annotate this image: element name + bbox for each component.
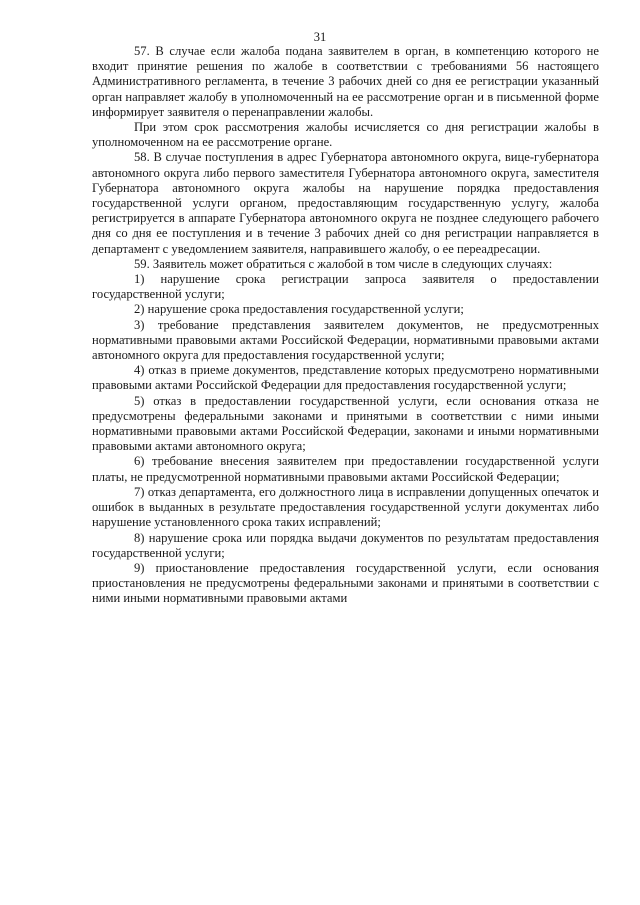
paragraph-57: 57. В случае если жалоба подана заявителем в орган, в компетенцию которого не входит принятие решения по жалобе в соответствии с требованиями 56 настоящего Административного регламента, в течение 3 рабочих дней со дня ее регистрации указанный орган направляет жалобу в уполномоченный на ее рассмотрение орган и в письменной форме информирует заявителя о перенаправлении жалобы. <box>92 44 599 119</box>
list-item-7: 7) отказ департамента, его должностного лица в исправлении допущенных опечаток и ошибок в выданных в результате предоставления государственной услуги документах либо нарушение установленного срока таких исправлений; <box>92 484 599 530</box>
list-item-2: 2) нарушение срока предоставления государственной услуги; <box>134 302 464 317</box>
list-item-3: 3) требование представления заявителем документов, не предусмотренных нормативными правовыми актами Российской Федерации, нормативными правовыми актами автономного округа для предоставления государственной услуги; <box>92 317 599 363</box>
paragraph-59: 59. Заявитель может обратиться с жалобой в том числе в следующих случаях: <box>134 256 553 271</box>
list-item-6: 6) требование внесения заявителем при предоставлении государственной услуги платы, не предусмотренной нормативными правовыми актами Российской Федерации; <box>92 454 599 484</box>
list-item-9: 9) приостановление предоставления государственной услуги, если основания приостановления не предусмотрены федеральными законами и принятыми в соответствии с ними иными нормативными правовыми актами <box>92 560 599 606</box>
list-item-4: 4) отказ в приеме документов, представление которых предусмотрено нормативными правовыми актами Российской Федерации для предоставления государственной услуги; <box>92 363 599 393</box>
list-item-8: 8) нарушение срока или порядка выдачи документов по результатам предоставления государственной услуги; <box>92 530 599 560</box>
list-item-1: 1) нарушение срока регистрации запроса заявителя о предоставлении государственной услуги; <box>92 272 599 302</box>
paragraph-58: 58. В случае поступления в адрес Губернатора автономного округа, вице-губернатора автономного округа либо первого заместителя Губернатора автономного округа, заместителя Губернатора автономного округа жалобы на нарушение порядка предоставления государственной услуги органом, предоставляющим государственную услугу, жалоба регистрируется в аппарате Губернатора автономного округа не позднее следующего рабочего дня со дня ее поступления и в течение 3 рабочих дней со дня регистрации направляется в департамент с уведомлением заявителя, направившего жалобу, о ее переадресации. <box>92 150 599 256</box>
document-body <box>92 44 599 607</box>
paragraph-57-note: При этом срок рассмотрения жалобы исчисляется со дня регистрации жалобы в уполномоченном на ее рассмотрение органе. <box>92 120 599 150</box>
list-item-5: 5) отказ в предоставлении государственной услуги, если основания отказа не предусмотрены федеральными законами и принятыми в соответствии с ними иными нормативными правовыми актами Российской Федерации, законами и иными нормативными правовыми актами автономного округа; <box>92 393 599 454</box>
page-number: 31 <box>313 30 327 44</box>
